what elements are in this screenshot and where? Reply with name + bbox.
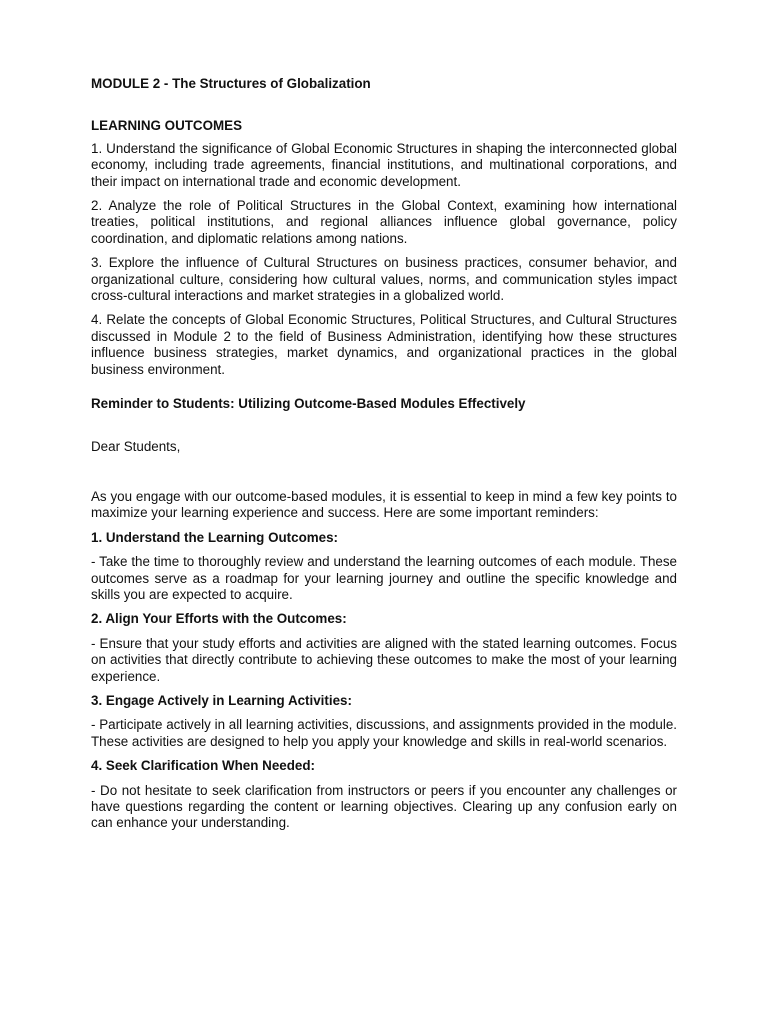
- tip-body: - Do not hesitate to seek clarification from instructors or peers if you encounter any challenges or have questions regarding the content or learning objectives. Clearing up any confusion early on can enhance your understanding.: [91, 782, 677, 831]
- learning-outcomes-list: [91, 141, 677, 378]
- learning-outcome-item: 2. Analyze the role of Political Structures in the Global Context, examining how international treaties, political institutions, and regional alliances influence global governance, policy coordination, and diplomatic relations among nations.: [91, 198, 677, 246]
- greeting: Dear Students,: [91, 438, 181, 454]
- learning-outcome-item: 4. Relate the concepts of Global Economic Structures, Political Structures, and Cultural Structures discussed in Module 2 to the field of Business Administration, identifying how these structures influence business strategies, market dynamics, and organizational practices in the global business environment.: [91, 312, 677, 377]
- reminder-title: Reminder to Students: Utilizing Outcome-Based Modules Effectively: [91, 396, 526, 412]
- learning-outcome-item: 1. Understand the significance of Global Economic Structures in shaping the interconnected global economy, including trade agreements, financial institutions, and multinational corporations, and their impact on international trade and economic development.: [91, 140, 677, 189]
- tip-heading: 1. Understand the Learning Outcomes:: [91, 529, 339, 545]
- module-title: MODULE 2 - The Structures of Globalization: [91, 76, 371, 91]
- tip-heading: 4. Seek Clarification When Needed:: [91, 758, 315, 774]
- document-page: [91, 76, 677, 840]
- reminder-tips: [91, 530, 677, 832]
- learning-outcomes-heading: LEARNING OUTCOMES: [91, 118, 243, 134]
- tip-heading: 3. Engage Actively in Learning Activities:: [91, 692, 352, 708]
- learning-outcome-item: 3. Explore the influence of Cultural Structures on business practices, consumer behavior, and organizational culture, considering how cultural values, norms, and communication styles impact cross-cultural interactions and market strategies in a globalized world.: [91, 255, 677, 304]
- tip-heading: 2. Align Your Efforts with the Outcomes:: [91, 611, 347, 627]
- tip-body: - Ensure that your study efforts and activities are aligned with the stated learning outcomes. Focus on activities that directly contribute to achieving these outcomes to make the most of your learning experience.: [91, 635, 677, 684]
- tip-body: - Participate actively in all learning activities, discussions, and assignments provided in the module. These activities are designed to help you apply your knowledge and skills in real-world scenarios.: [91, 717, 677, 749]
- tip-body: - Take the time to thoroughly review and understand the learning outcomes of each module. These outcomes serve as a roadmap for your learning journey and outline the specific knowledge and skills you are expected to acquire.: [91, 554, 677, 602]
- reminder-intro: As you engage with our outcome-based modules, it is essential to keep in mind a few key points to maximize your learning experience and success. Here are some important reminders:: [91, 488, 677, 521]
